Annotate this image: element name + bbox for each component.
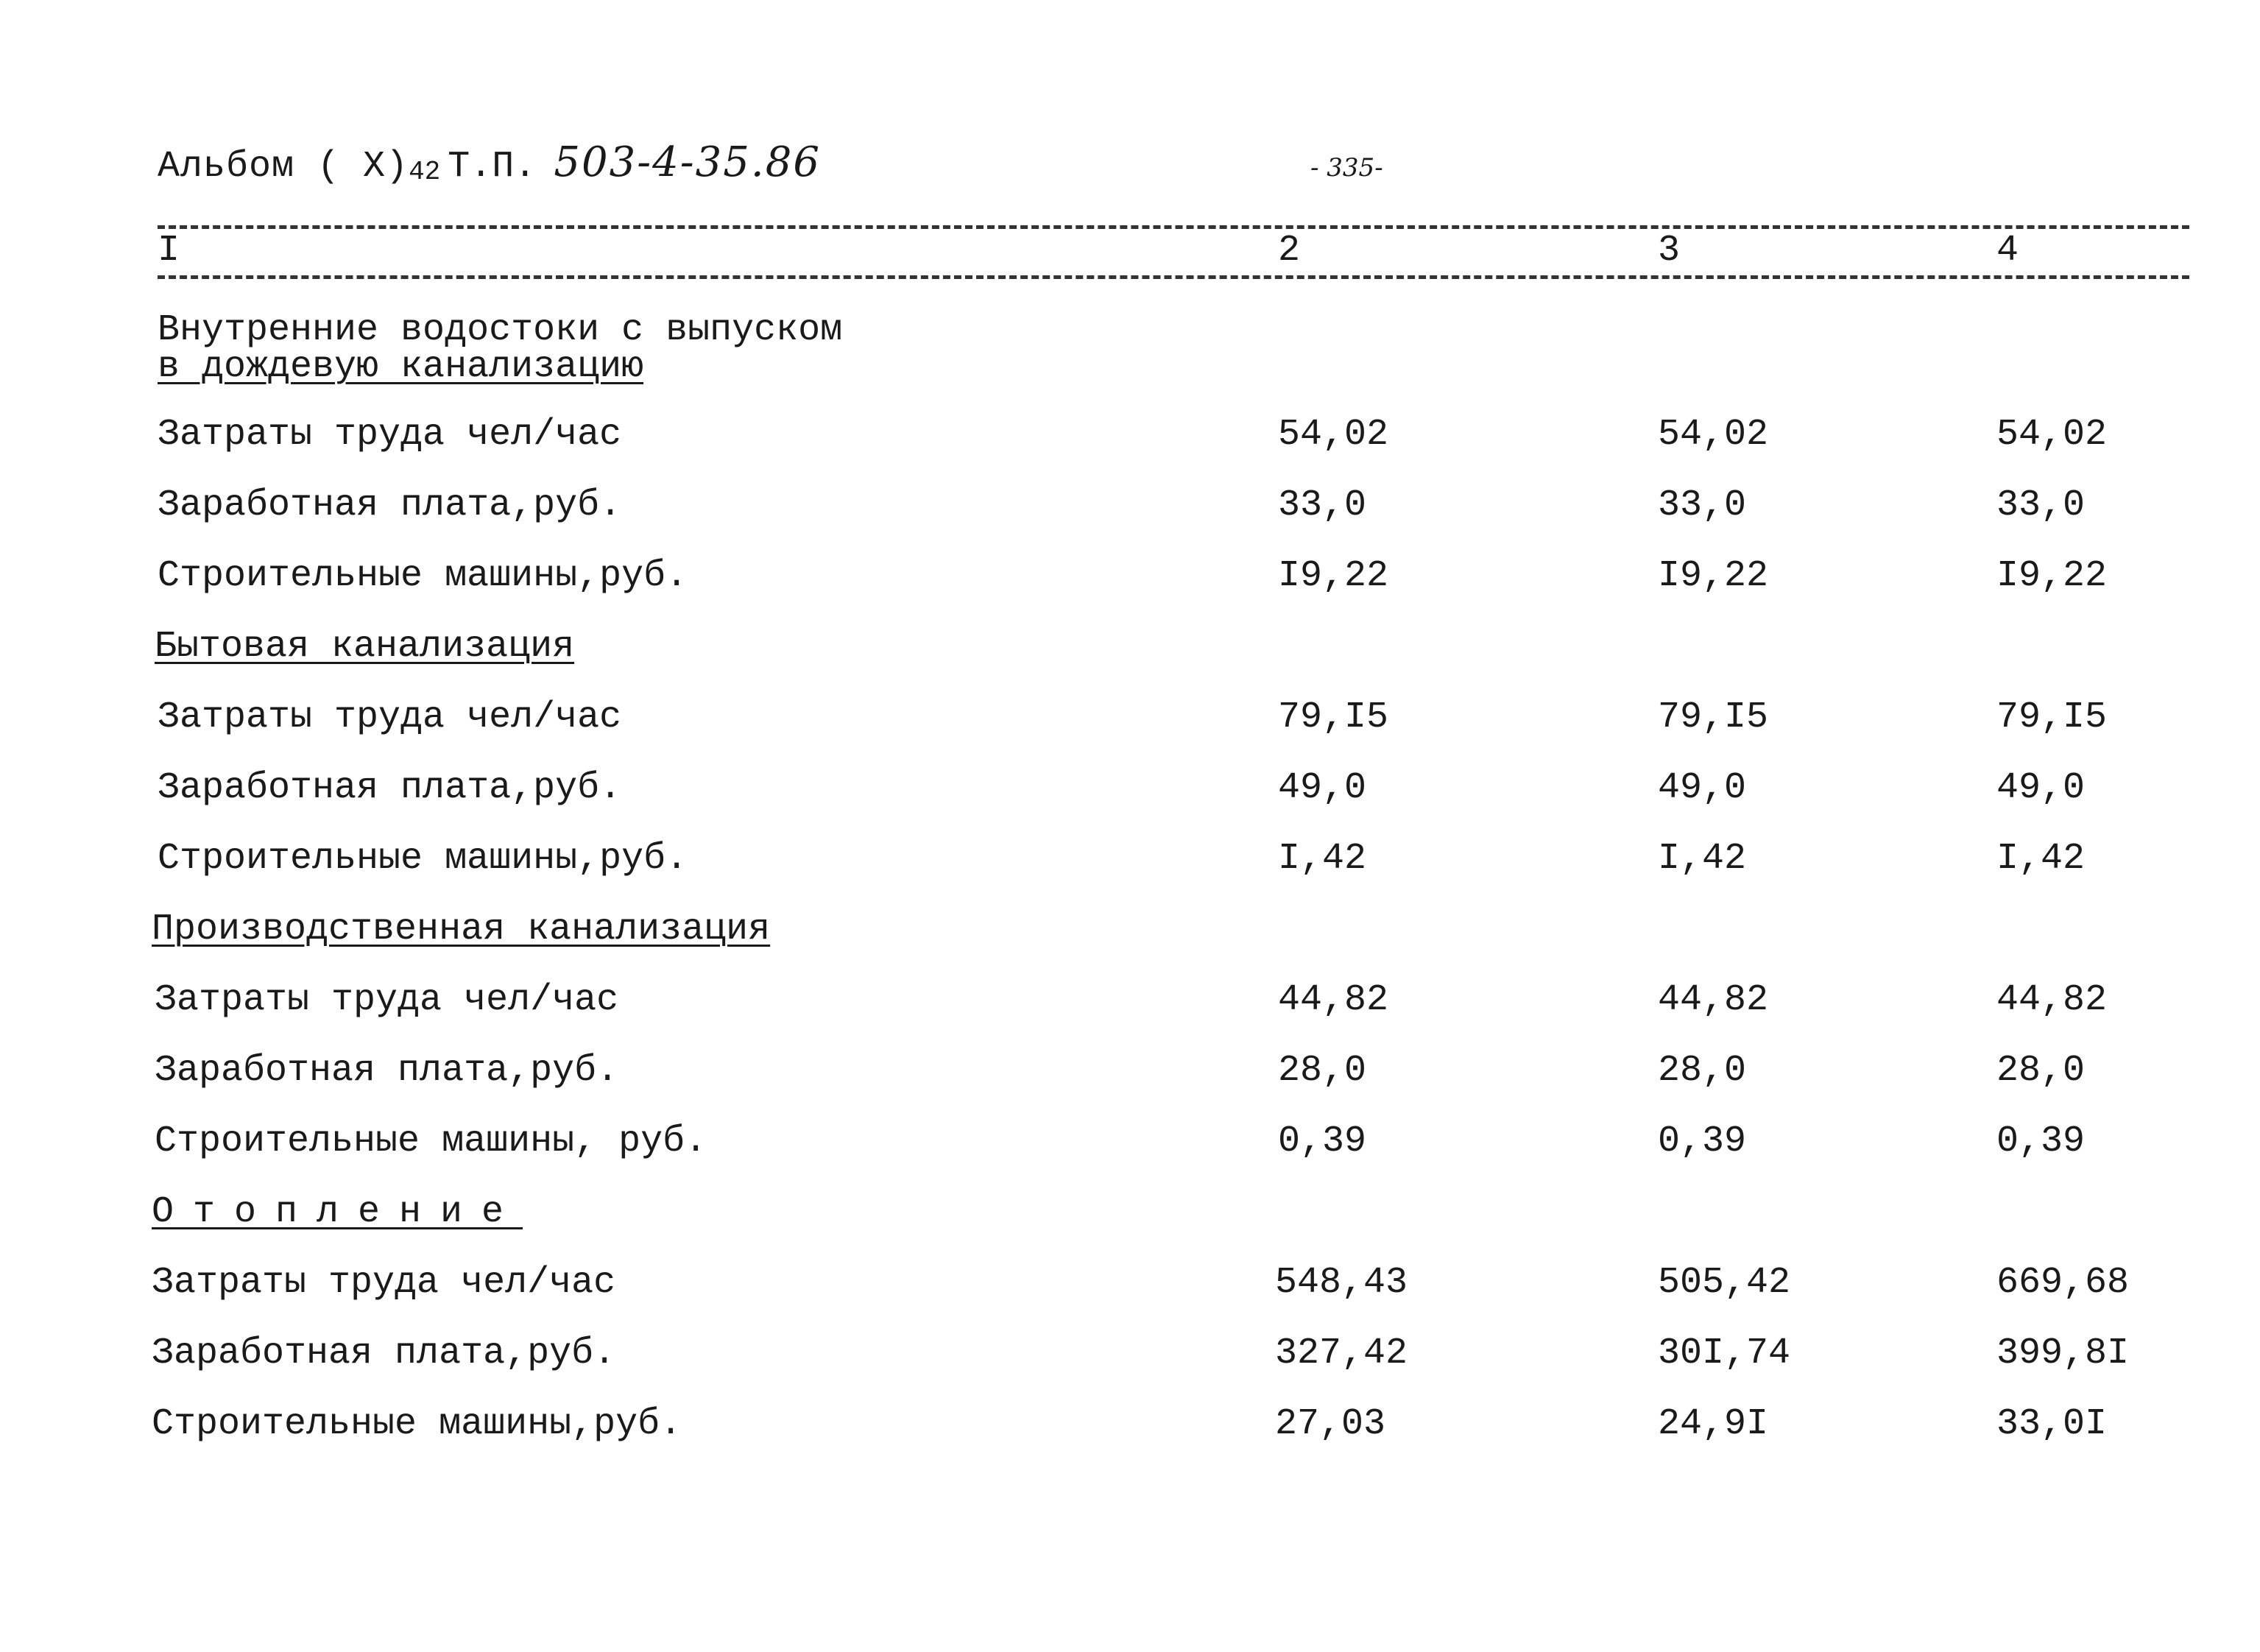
row-value-col4: 79,I5 — [1996, 696, 2108, 738]
row-value-col3: I,42 — [1658, 838, 1747, 880]
row-value-col2: I,42 — [1278, 838, 1367, 880]
row-value-col2: 327,42 — [1275, 1332, 1408, 1374]
page-number: - 335- — [1310, 153, 1383, 183]
tp-label: Т.П. — [448, 146, 537, 188]
row-value-col3: 30I,74 — [1658, 1332, 1791, 1374]
row-value-col2: 28,0 — [1278, 1050, 1367, 1092]
section-title: Отопление — [152, 1191, 523, 1233]
row-value-col2: 548,43 — [1275, 1262, 1408, 1304]
column-header-1: I — [158, 230, 180, 272]
row-value-col3: 28,0 — [1658, 1050, 1747, 1092]
row-label: Заработная плата,руб. — [158, 767, 622, 809]
section-title-line1: Внутренние водостоки с выпуском — [158, 309, 843, 351]
column-header-4: 4 — [1996, 230, 2019, 272]
row-value-col2: 33,0 — [1278, 484, 1367, 526]
row-value-col2: I9,22 — [1278, 555, 1389, 597]
table-header-rule — [158, 275, 2189, 279]
section-title: Бытовая канализация — [155, 626, 575, 668]
row-value-col2: 79,I5 — [1278, 696, 1389, 738]
row-label: Строительные машины,руб. — [152, 1403, 682, 1445]
row-label: Заработная плата,руб. — [158, 484, 622, 526]
row-value-col4: 669,68 — [1996, 1262, 2130, 1304]
row-value-col4: 28,0 — [1996, 1050, 2086, 1092]
section-title-line2: в дождевую канализацию — [158, 346, 644, 388]
row-value-col3: 54,02 — [1658, 414, 1769, 456]
document-header — [158, 138, 821, 188]
row-value-col4: I,42 — [1996, 838, 2086, 880]
row-value-col4: 33,0I — [1996, 1403, 2108, 1445]
tp-number: 503-4-35.86 — [554, 138, 821, 186]
album-subscript: 42 — [409, 157, 441, 187]
row-value-col3: I9,22 — [1658, 555, 1769, 597]
column-header-3: 3 — [1658, 230, 1681, 272]
row-value-col4: 0,39 — [1996, 1120, 2086, 1162]
table-top-rule — [158, 225, 2189, 229]
row-label: Заработная плата,руб. — [152, 1332, 616, 1374]
row-label: Затраты труда чел/час — [152, 1262, 616, 1304]
row-value-col4: 49,0 — [1996, 767, 2086, 809]
row-value-col3: 33,0 — [1658, 484, 1747, 526]
row-value-col4: I9,22 — [1996, 555, 2108, 597]
row-value-col2: 0,39 — [1278, 1120, 1367, 1162]
row-value-col2: 44,82 — [1278, 979, 1389, 1021]
row-value-col2: 27,03 — [1275, 1403, 1386, 1445]
row-label: Заработная плата,руб. — [155, 1050, 619, 1092]
row-label: Строительные машины, руб. — [155, 1120, 707, 1162]
row-value-col2: 49,0 — [1278, 767, 1367, 809]
row-label: Затраты труда чел/час — [158, 414, 622, 456]
album-label: Альбом ( Х) — [158, 146, 409, 188]
row-value-col3: 79,I5 — [1658, 696, 1769, 738]
row-label: Строительные машины,руб. — [158, 838, 688, 880]
row-value-col3: 0,39 — [1658, 1120, 1747, 1162]
row-label: Строительные машины,руб. — [158, 555, 688, 597]
row-label: Затраты труда чел/час — [155, 979, 619, 1021]
row-value-col4: 44,82 — [1996, 979, 2108, 1021]
row-value-col2: 54,02 — [1278, 414, 1389, 456]
column-header-2: 2 — [1278, 230, 1301, 272]
row-value-col3: 24,9I — [1658, 1403, 1769, 1445]
row-value-col3: 49,0 — [1658, 767, 1747, 809]
row-value-col4: 33,0 — [1996, 484, 2086, 526]
section-title: Производственная канализация — [152, 908, 771, 950]
row-value-col4: 54,02 — [1996, 414, 2108, 456]
row-label: Затраты труда чел/час — [158, 696, 622, 738]
row-value-col4: 399,8I — [1996, 1332, 2130, 1374]
row-value-col3: 44,82 — [1658, 979, 1769, 1021]
row-value-col3: 505,42 — [1658, 1262, 1791, 1304]
